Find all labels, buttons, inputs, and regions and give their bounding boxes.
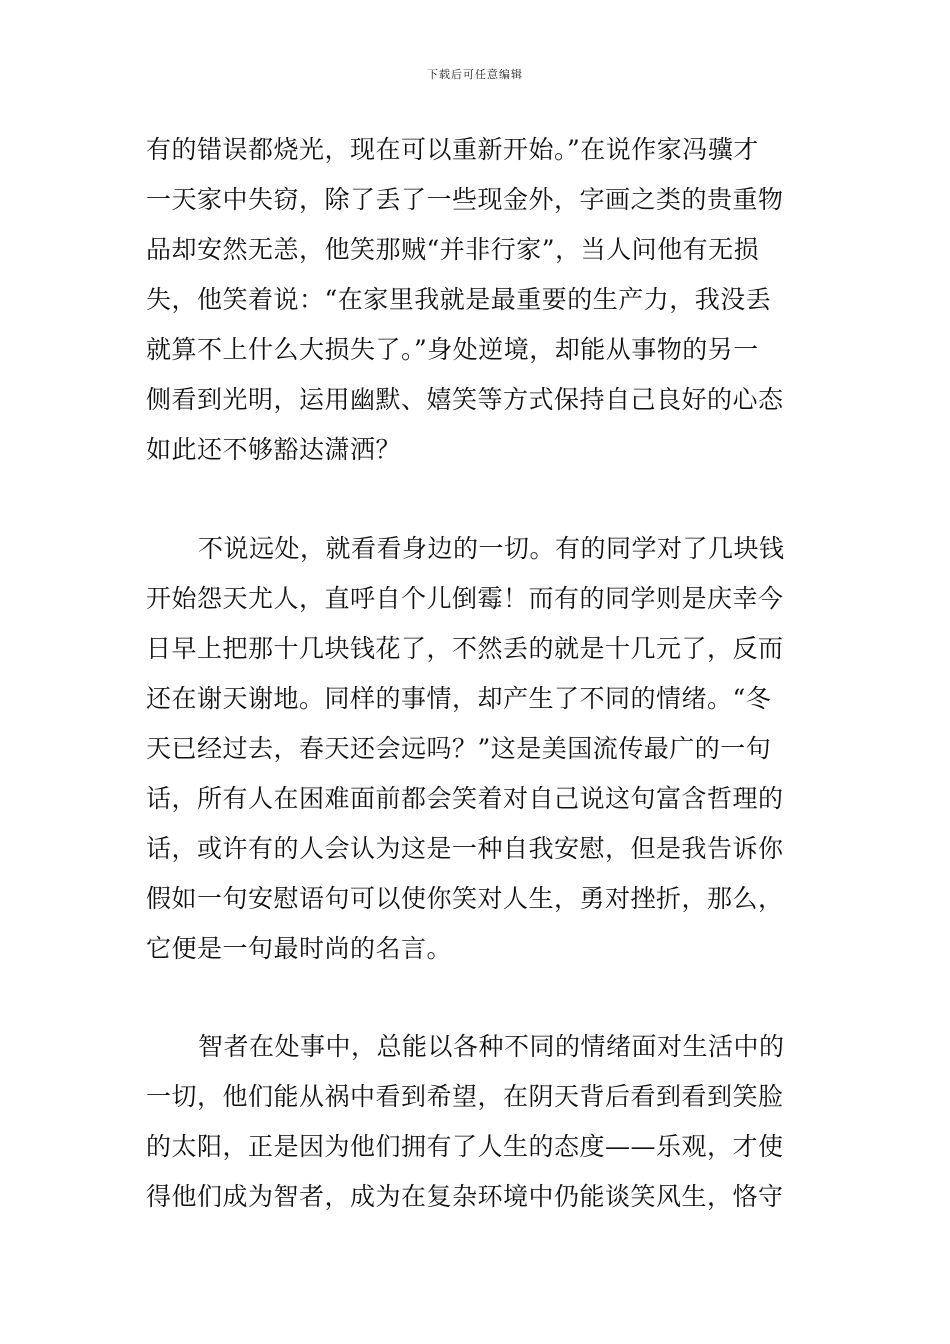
paragraph-line: 它便是一句最时尚的名言。: [146, 934, 453, 963]
paragraph-line: 的太阳，正是因为他们拥有了人生的态度——乐观，才使: [146, 1132, 784, 1161]
paragraph-1: [146, 125, 810, 475]
paragraph-line: 话，所有人在困难面前都会笑着对自己说这句富含哲理的: [146, 784, 784, 813]
paragraph-line: 开始怨天尤人，直呼自个儿倒霉！而有的同学则是庆幸今: [146, 584, 784, 613]
paragraph-line: 话，或许有的人会认为这是一种自我安慰，但是我告诉你: [146, 834, 784, 863]
paragraph-line: 日早上把那十几块钱花了，不然丢的就是十几元了，反而: [146, 634, 784, 663]
paragraph-line: 失，他笑着说：“在家里我就是最重要的生产力，我没丢: [146, 285, 772, 314]
paragraph-line: 假如一句安慰语句可以使你笑对人生，勇对挫折，那么，: [146, 884, 784, 913]
paragraph-line: 就算不上什么大损失了。”身处逆境，却能从事物的另一: [146, 335, 759, 364]
paragraph-3: [146, 1022, 810, 1222]
paragraph-line: 得他们成为智者，成为在复杂环境中仍能谈笑风生，恪守: [146, 1182, 784, 1211]
paragraph-line-indented: 智者在处事中，总能以各种不同的情绪面对生活中的: [198, 1032, 785, 1061]
paragraph-line: 还在谢天谢地。同样的事情，却产生了不同的情绪。“冬: [146, 684, 772, 713]
paragraph-line: 品却安然无恙，他笑那贼“并非行家”，当人问他有无损: [146, 235, 760, 264]
paragraph-line: 如此还不够豁达潇洒？: [146, 435, 402, 464]
paragraph-2: [146, 524, 810, 974]
paragraph-line: 一天家中失窃，除了丢了一些现金外，字画之类的贵重物: [146, 185, 784, 214]
paragraph-line-indented: 不说远处，就看看身边的一切。有的同学对了几块钱: [198, 534, 785, 563]
paragraph-line: 一切，他们能从祸中看到希望，在阴天背后看到看到笑脸: [146, 1082, 784, 1111]
paragraph-line: 侧看到光明，运用幽默、嬉笑等方式保持自己良好的心态: [146, 385, 784, 414]
page-header-note: 下载后可任意编辑: [427, 68, 523, 81]
paragraph-line: 天已经过去，春天还会远吗？”这是美国流传最广的一句: [146, 734, 772, 763]
paragraph-line: 有的错误都烧光，现在可以重新开始。”在说作家冯骥才: [146, 135, 759, 164]
